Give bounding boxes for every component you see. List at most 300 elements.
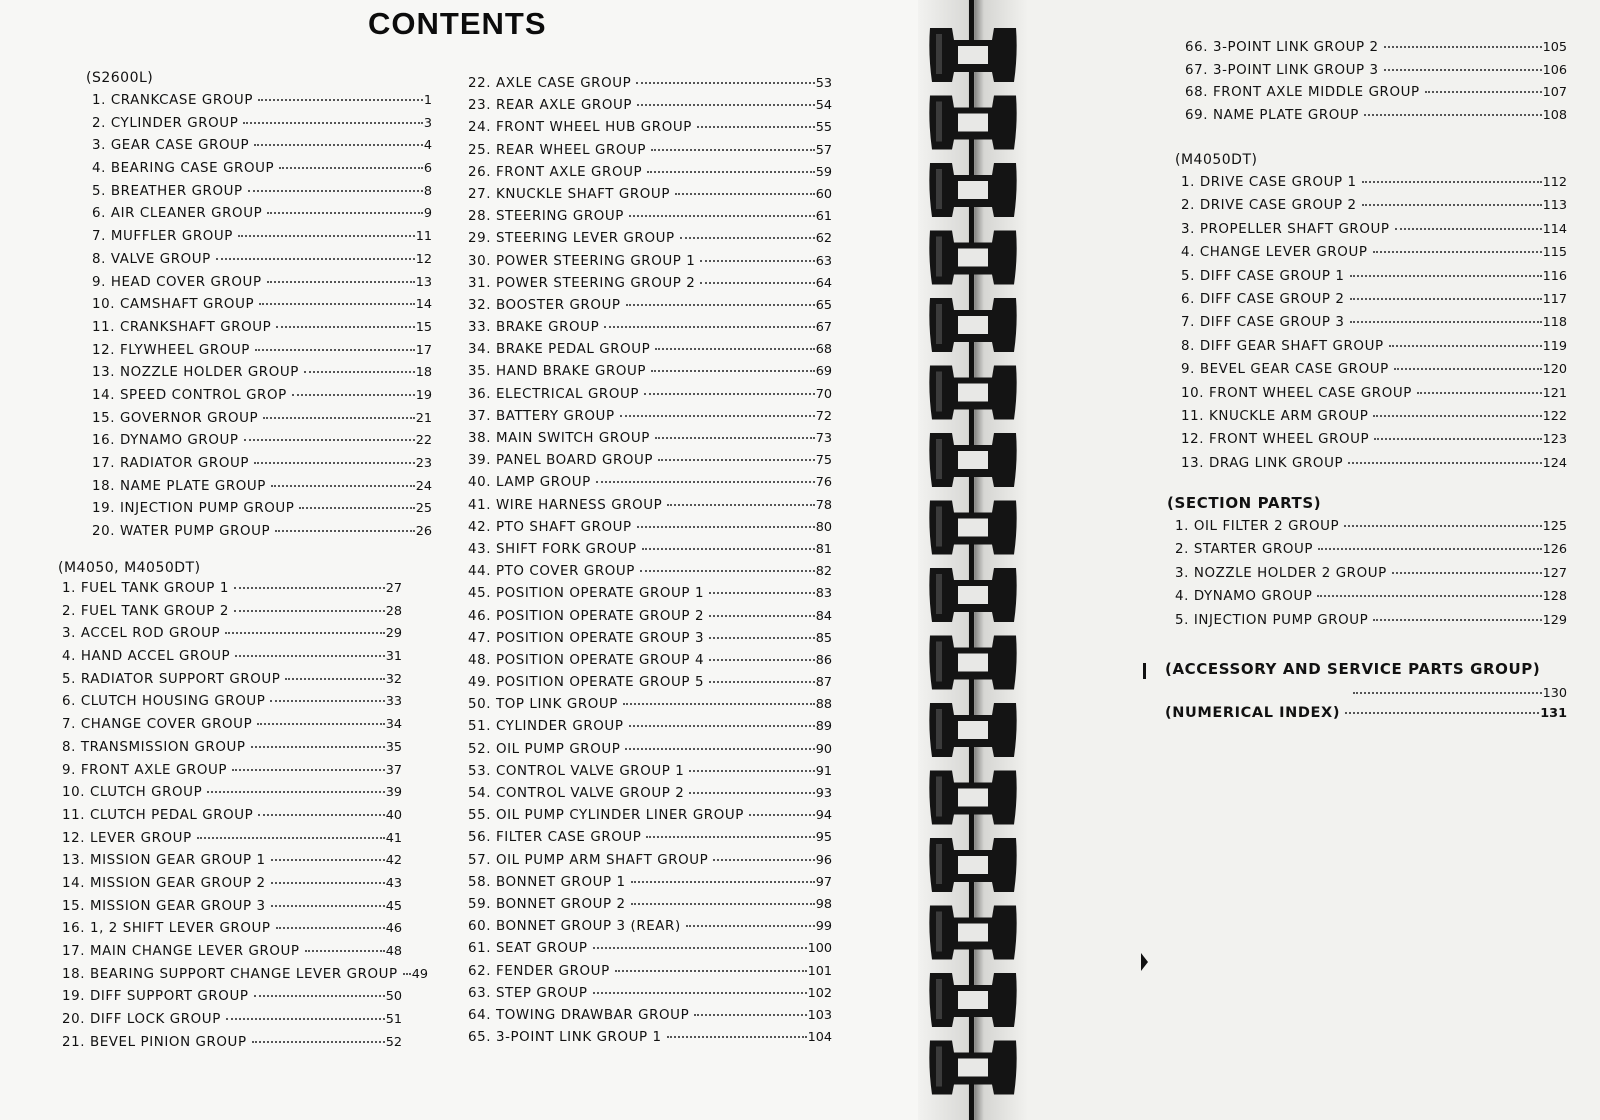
toc-entry [1181, 409, 1567, 432]
page-number: 114 [1542, 221, 1567, 237]
leader-dots [629, 215, 815, 217]
leader-dots [1350, 321, 1542, 323]
entry-title: 27. KNUCKLE SHAFT GROUP [468, 186, 670, 202]
leader-dots [238, 235, 415, 237]
toc-entry [468, 964, 832, 986]
entry-title: 32. BOOSTER GROUP [468, 297, 621, 313]
page-number: 81 [815, 541, 832, 557]
entry-title: 39. PANEL BOARD GROUP [468, 453, 654, 469]
ring-gap [958, 1059, 988, 1077]
leader-dots [305, 950, 385, 952]
ring-shine [936, 169, 942, 209]
page-number: 28 [385, 603, 402, 619]
entry-title: 43. SHIFT FORK GROUP [468, 541, 637, 557]
entry-title: 55. OIL PUMP CYLINDER LINER GROUP [468, 808, 744, 824]
page-number: 39 [385, 785, 402, 801]
leader-dots [275, 530, 414, 532]
leader-dots [655, 437, 815, 439]
toc-column-2 [62, 581, 429, 1057]
entry-title: 3. NOZZLE HOLDER 2 GROUP [1175, 565, 1387, 581]
ring-gap [958, 721, 988, 739]
page-number: 120 [1542, 362, 1567, 378]
toc-entry [92, 501, 432, 524]
toc-entry [62, 672, 402, 695]
leader-dots [1373, 619, 1541, 621]
entry-title: 17. RADIATOR GROUP [92, 456, 250, 471]
page-number: 33 [385, 694, 402, 710]
toc-entry [468, 542, 832, 564]
ring-shine [936, 1047, 942, 1087]
leader-dots [1318, 548, 1542, 550]
entry-title: 5. DIFF CASE GROUP 1 [1181, 268, 1345, 284]
ring-shine [936, 709, 942, 749]
entry-title: 4. BEARING CASE GROUP [92, 161, 275, 177]
entry-title: 36. ELECTRICAL GROUP [468, 386, 640, 402]
toc-entry [468, 364, 832, 386]
page-number: 29 [385, 626, 402, 642]
leader-dots [637, 104, 815, 106]
toc-entry [468, 209, 832, 231]
ring-gap [958, 181, 988, 199]
toc-entry [468, 941, 832, 963]
leader-dots [1317, 595, 1541, 597]
page-number: 126 [1542, 542, 1567, 558]
leader-dots [254, 995, 385, 997]
page-number: 31 [385, 649, 402, 665]
page-number: 41 [385, 830, 402, 846]
entry-title: 19. DIFF SUPPORT GROUP [62, 989, 249, 1005]
page-number: 93 [815, 786, 832, 801]
page-number: 88 [815, 697, 832, 713]
leader-dots [658, 459, 815, 461]
ring-shine [936, 439, 942, 479]
page-number: 51 [385, 1012, 402, 1028]
entry-title: 1. CRANKCASE GROUP [92, 93, 253, 108]
leader-dots [709, 659, 815, 661]
ring-gap [958, 991, 988, 1009]
page-number: 103 [807, 1007, 832, 1023]
ring-gap [958, 114, 988, 132]
entry-title: 68. FRONT AXLE MIDDLE GROUP [1185, 85, 1420, 101]
ring-gap [958, 789, 988, 807]
leader-dots [197, 837, 385, 839]
leader-dots [1364, 114, 1542, 116]
binding-graphic [918, 0, 1028, 1120]
leader-dots [263, 417, 415, 419]
entry-title: 20. DIFF LOCK GROUP [62, 1012, 221, 1028]
toc-entry [1185, 40, 1567, 63]
entry-title: 18. BEARING SUPPORT CHANGE LEVER GROUP [62, 966, 398, 982]
entry-title: 54. CONTROL VALVE GROUP 2 [468, 786, 685, 801]
leader-dots [258, 814, 384, 816]
toc-column-4 [1185, 40, 1567, 131]
toc-entry [468, 276, 832, 298]
leader-dots [1389, 345, 1542, 347]
leader-dots [709, 681, 815, 683]
toc-entry [468, 498, 832, 520]
entry-title: 42. PTO SHAFT GROUP [468, 519, 632, 535]
toc-entry [468, 653, 832, 675]
entry-title: 29. STEERING LEVER GROUP [468, 231, 675, 247]
contents-title: CONTENTS [368, 6, 547, 41]
leader-dots [271, 859, 385, 861]
leader-dots [276, 927, 385, 929]
leader-dots [667, 504, 814, 506]
entry-title: 3. PROPELLER SHAFT GROUP [1181, 221, 1390, 237]
toc-entry [92, 116, 432, 139]
toc-entry [468, 853, 832, 875]
entry-title: 34. BRAKE PEDAL GROUP [468, 342, 651, 358]
leader-dots [700, 282, 814, 284]
entry-title: 24. FRONT WHEEL HUB GROUP [468, 120, 692, 136]
section-heading-numerical-index: (NUMERICAL INDEX) [1165, 705, 1341, 721]
entry-title: 6. AIR CLEANER GROUP [92, 206, 263, 222]
ring-shine [936, 102, 942, 142]
leader-dots [620, 415, 815, 417]
leader-dots [254, 462, 415, 464]
toc-entry [468, 76, 832, 98]
toc-entry [92, 433, 432, 456]
page-number: 102 [807, 985, 832, 1001]
toc-entry [468, 254, 832, 276]
page-number: 130 [1542, 686, 1567, 701]
entry-title: 9. FRONT AXLE GROUP [62, 762, 228, 778]
entry-title: 7. DIFF CASE GROUP 3 [1181, 315, 1345, 331]
leader-dots [1373, 251, 1542, 253]
entry-title: 5. BREATHER GROUP [92, 183, 243, 199]
page-number: 85 [815, 630, 832, 646]
toc-entry [468, 165, 832, 187]
leader-dots [292, 394, 415, 396]
leader-dots [651, 149, 815, 151]
toc-entry [468, 830, 832, 852]
page-number: 13 [415, 274, 432, 290]
page-number: 19 [415, 387, 432, 403]
toc-entry [1175, 566, 1567, 589]
leader-dots [304, 371, 415, 373]
toc-entry [92, 343, 432, 366]
leader-dots [709, 615, 815, 617]
entry-title: 37. BATTERY GROUP [468, 408, 615, 424]
toc-entry [468, 609, 832, 631]
entry-title: 44. PTO COVER GROUP [468, 564, 635, 580]
toc-entry [468, 586, 832, 608]
page-number: 131 [1540, 706, 1567, 721]
toc-column-1 [92, 93, 432, 547]
ring-shine [936, 304, 942, 344]
entry-title: 8. DIFF GEAR SHAFT GROUP [1181, 338, 1384, 354]
leader-dots [700, 260, 814, 262]
leader-dots [403, 973, 411, 975]
ring-gap [958, 384, 988, 402]
page-number: 57 [815, 142, 832, 158]
leader-dots [642, 548, 815, 550]
page-number: 76 [815, 475, 832, 491]
toc-entry [62, 740, 402, 763]
leader-dots [254, 144, 423, 146]
toc-column-4-m4050dt [1181, 175, 1567, 479]
page-number: 27 [385, 581, 402, 596]
punch-mark [1143, 663, 1146, 679]
entry-title: 30. POWER STEERING GROUP 1 [468, 253, 696, 269]
entry-title: 46. POSITION OPERATE GROUP 2 [468, 608, 705, 624]
leader-dots [234, 610, 385, 612]
toc-entry [468, 342, 832, 364]
entry-title: 21. BEVEL PINION GROUP [62, 1034, 247, 1050]
toc-entry [62, 649, 402, 672]
toc-entry [468, 187, 832, 209]
entry-title: 57. OIL PUMP ARM SHAFT GROUP [468, 852, 709, 868]
leader-dots [689, 792, 814, 794]
leader-dots [625, 748, 814, 750]
toc-entry [62, 989, 402, 1012]
entry-title: 47. POSITION OPERATE GROUP 3 [468, 630, 705, 646]
entry-title: 15. MISSION GEAR GROUP 3 [62, 898, 266, 914]
leader-dots [270, 700, 384, 702]
toc-entry [92, 388, 432, 411]
leader-dots [234, 587, 385, 589]
entry-title: 9. BEVEL GEAR CASE GROUP [1181, 362, 1389, 378]
entry-title: 2. FUEL TANK GROUP 2 [62, 603, 229, 619]
toc-entry [468, 431, 832, 453]
toc-entry [468, 697, 832, 719]
leader-dots [623, 703, 815, 705]
entry-title: 12. LEVER GROUP [62, 830, 192, 846]
page-number: 32 [385, 671, 402, 687]
leader-dots [646, 836, 814, 838]
entry-title: 8. VALVE GROUP [92, 251, 211, 267]
ring-gap [958, 856, 988, 874]
leader-dots [651, 370, 815, 372]
entry-title: 69. NAME PLATE GROUP [1185, 108, 1359, 124]
page-number: 21 [415, 410, 432, 426]
page-number: 8 [423, 183, 432, 199]
toc-entry [468, 897, 832, 919]
page-number: 90 [815, 741, 832, 757]
page-number: 117 [1542, 291, 1567, 307]
entry-title: 3. ACCEL ROD GROUP [62, 626, 221, 642]
entry-title: 60. BONNET GROUP 3 (REAR) [468, 919, 681, 935]
numerical-index-entry [1165, 705, 1567, 728]
leader-dots [709, 637, 815, 639]
page-number: 127 [1542, 565, 1567, 581]
page-number: 97 [815, 874, 832, 890]
toc-entry [92, 456, 432, 479]
page-number: 69 [815, 364, 832, 380]
toc-entry [468, 1008, 832, 1030]
leader-dots [1425, 91, 1542, 93]
page-number: 26 [415, 524, 432, 540]
toc-entry [468, 475, 832, 497]
page-number: 14 [415, 297, 432, 313]
entry-title: 9. HEAD COVER GROUP [92, 274, 262, 290]
toc-entry [468, 675, 832, 697]
entry-title: 2. STARTER GROUP [1175, 542, 1314, 558]
ring-gap [958, 46, 988, 64]
entry-title: 4. DYNAMO GROUP [1175, 589, 1313, 605]
leader-dots [1345, 712, 1539, 714]
toc-entry [62, 853, 402, 876]
page-number: 54 [815, 98, 832, 114]
leader-dots [267, 212, 423, 214]
page-number: 23 [415, 456, 432, 471]
toc-entry [92, 524, 432, 547]
toc-entry [468, 98, 832, 120]
page-number: 95 [815, 830, 832, 846]
entry-title: 8. TRANSMISSION GROUP [62, 739, 246, 755]
ring-gap [958, 654, 988, 672]
page-number: 49 [411, 966, 429, 982]
entry-title: 31. POWER STEERING GROUP 2 [468, 275, 696, 291]
toc-entry [468, 875, 832, 897]
toc-entry [1175, 519, 1567, 542]
toc-entry [62, 1035, 402, 1058]
leader-dots [1350, 275, 1542, 277]
page-number: 37 [385, 762, 402, 778]
page-number: 35 [385, 739, 402, 755]
page-number: 98 [815, 896, 832, 912]
leader-dots [615, 970, 807, 972]
toc-entry [1181, 292, 1567, 315]
toc-entry [92, 479, 432, 502]
entry-title: 51. CYLINDER GROUP [468, 719, 624, 735]
entry-title: 13. DRAG LINK GROUP [1181, 455, 1344, 471]
page-number: 59 [815, 164, 832, 180]
entry-title: 59. BONNET GROUP 2 [468, 896, 626, 912]
entry-title: 66. 3-POINT LINK GROUP 2 [1185, 40, 1379, 55]
toc-entry [468, 1030, 832, 1052]
entry-title: 1. FUEL TANK GROUP 1 [62, 581, 229, 596]
toc-entry [92, 229, 432, 252]
toc-entry [1181, 269, 1567, 292]
leader-dots [271, 905, 385, 907]
entry-title: 16. 1, 2 SHIFT LEVER GROUP [62, 921, 271, 937]
toc-entry [1185, 85, 1567, 108]
entry-title: 14. SPEED CONTROL GROP [92, 387, 287, 403]
entry-title: 41. WIRE HARNESS GROUP [468, 497, 663, 513]
page-number: 68 [815, 342, 832, 358]
page-number: 15 [415, 319, 432, 335]
section-heading-m4050dt: (M4050DT) [1175, 152, 1258, 168]
page-number: 45 [385, 898, 402, 914]
page-number: 106 [1542, 62, 1567, 78]
page-number: 80 [815, 519, 832, 535]
entry-title: 61. SEAT GROUP [468, 941, 588, 957]
leader-dots [259, 303, 415, 305]
leader-dots [1417, 392, 1542, 394]
toc-entry [62, 763, 402, 786]
leader-dots [285, 678, 384, 680]
entry-title: 14. MISSION GEAR GROUP 2 [62, 875, 266, 891]
entry-title: 10. FRONT WHEEL CASE GROUP [1181, 385, 1412, 401]
entry-title: 35. HAND BRAKE GROUP [468, 364, 647, 380]
leader-dots [235, 655, 385, 657]
entry-title: 33. BRAKE GROUP [468, 320, 600, 336]
toc-column-3 [468, 76, 832, 1052]
right-page [1015, 0, 1600, 1120]
leader-dots [675, 193, 815, 195]
page-number: 48 [385, 944, 402, 959]
page-number: 53 [815, 76, 832, 91]
page-number: 1 [423, 93, 432, 108]
entry-title: 23. REAR AXLE GROUP [468, 98, 633, 114]
toc-entry [468, 320, 832, 342]
leader-dots [596, 481, 815, 483]
entry-title: 65. 3-POINT LINK GROUP 1 [468, 1030, 662, 1046]
entry-title: 1. DRIVE CASE GROUP 1 [1181, 175, 1357, 190]
leader-dots [1392, 572, 1542, 574]
entry-title: 7. CHANGE COVER GROUP [62, 717, 253, 733]
leader-dots [257, 723, 384, 725]
ring-shine [936, 507, 942, 547]
entry-title: 2. DRIVE CASE GROUP 2 [1181, 198, 1357, 214]
entry-title: 53. CONTROL VALVE GROUP 1 [468, 763, 685, 779]
toc-entry [468, 453, 832, 475]
entry-title: 18. NAME PLATE GROUP [92, 478, 266, 494]
toc-entry [1175, 542, 1567, 565]
entry-title: 50. TOP LINK GROUP [468, 697, 618, 713]
spiral-binding [918, 0, 1028, 1120]
entry-title: 11. CRANKSHAFT GROUP [92, 319, 272, 335]
toc-entry [92, 297, 432, 320]
leader-dots [207, 791, 384, 793]
toc-entry [468, 564, 832, 586]
page-number: 86 [815, 652, 832, 668]
ring-shine [936, 979, 942, 1019]
page-number: 123 [1542, 432, 1567, 448]
entry-title: 22. AXLE CASE GROUP [468, 76, 632, 91]
page-number: 128 [1542, 589, 1567, 605]
toc-entry [468, 120, 832, 142]
ring-shine [936, 574, 942, 614]
leader-dots [232, 769, 385, 771]
page-number: 124 [1542, 455, 1567, 471]
leader-dots [697, 126, 815, 128]
leader-dots [636, 82, 814, 84]
entry-title: 12. FLYWHEEL GROUP [92, 342, 250, 358]
ring-shine [936, 372, 942, 412]
toc-entry [1181, 315, 1567, 338]
page-number: 22 [415, 433, 432, 449]
page-number: 70 [815, 386, 832, 402]
entry-title: 63. STEP GROUP [468, 985, 588, 1001]
punch-mark [1141, 953, 1148, 971]
leader-dots [251, 746, 385, 748]
leader-dots [640, 570, 815, 572]
page-number: 55 [815, 120, 832, 136]
page-number: 75 [815, 453, 832, 469]
toc-entry [1181, 222, 1567, 245]
entry-title: 67. 3-POINT LINK GROUP 3 [1185, 62, 1379, 78]
entry-title: 16. DYNAMO GROUP [92, 433, 239, 449]
page-number: 122 [1542, 408, 1567, 424]
entry-title: 4. HAND ACCEL GROUP [62, 649, 231, 665]
leader-dots [655, 348, 814, 350]
leader-dots [631, 903, 815, 905]
page-number: 4 [423, 138, 432, 154]
entry-title: 11. CLUTCH PEDAL GROUP [62, 807, 254, 823]
leader-dots [271, 485, 415, 487]
toc-entry [468, 631, 832, 653]
leader-dots [1373, 415, 1541, 417]
toc-entry [62, 604, 402, 627]
leader-dots [647, 171, 815, 173]
leader-dots [1348, 462, 1541, 464]
toc-entry [1175, 613, 1567, 636]
leader-dots [226, 1018, 385, 1020]
leader-dots [680, 237, 815, 239]
toc-entry [1181, 456, 1567, 479]
